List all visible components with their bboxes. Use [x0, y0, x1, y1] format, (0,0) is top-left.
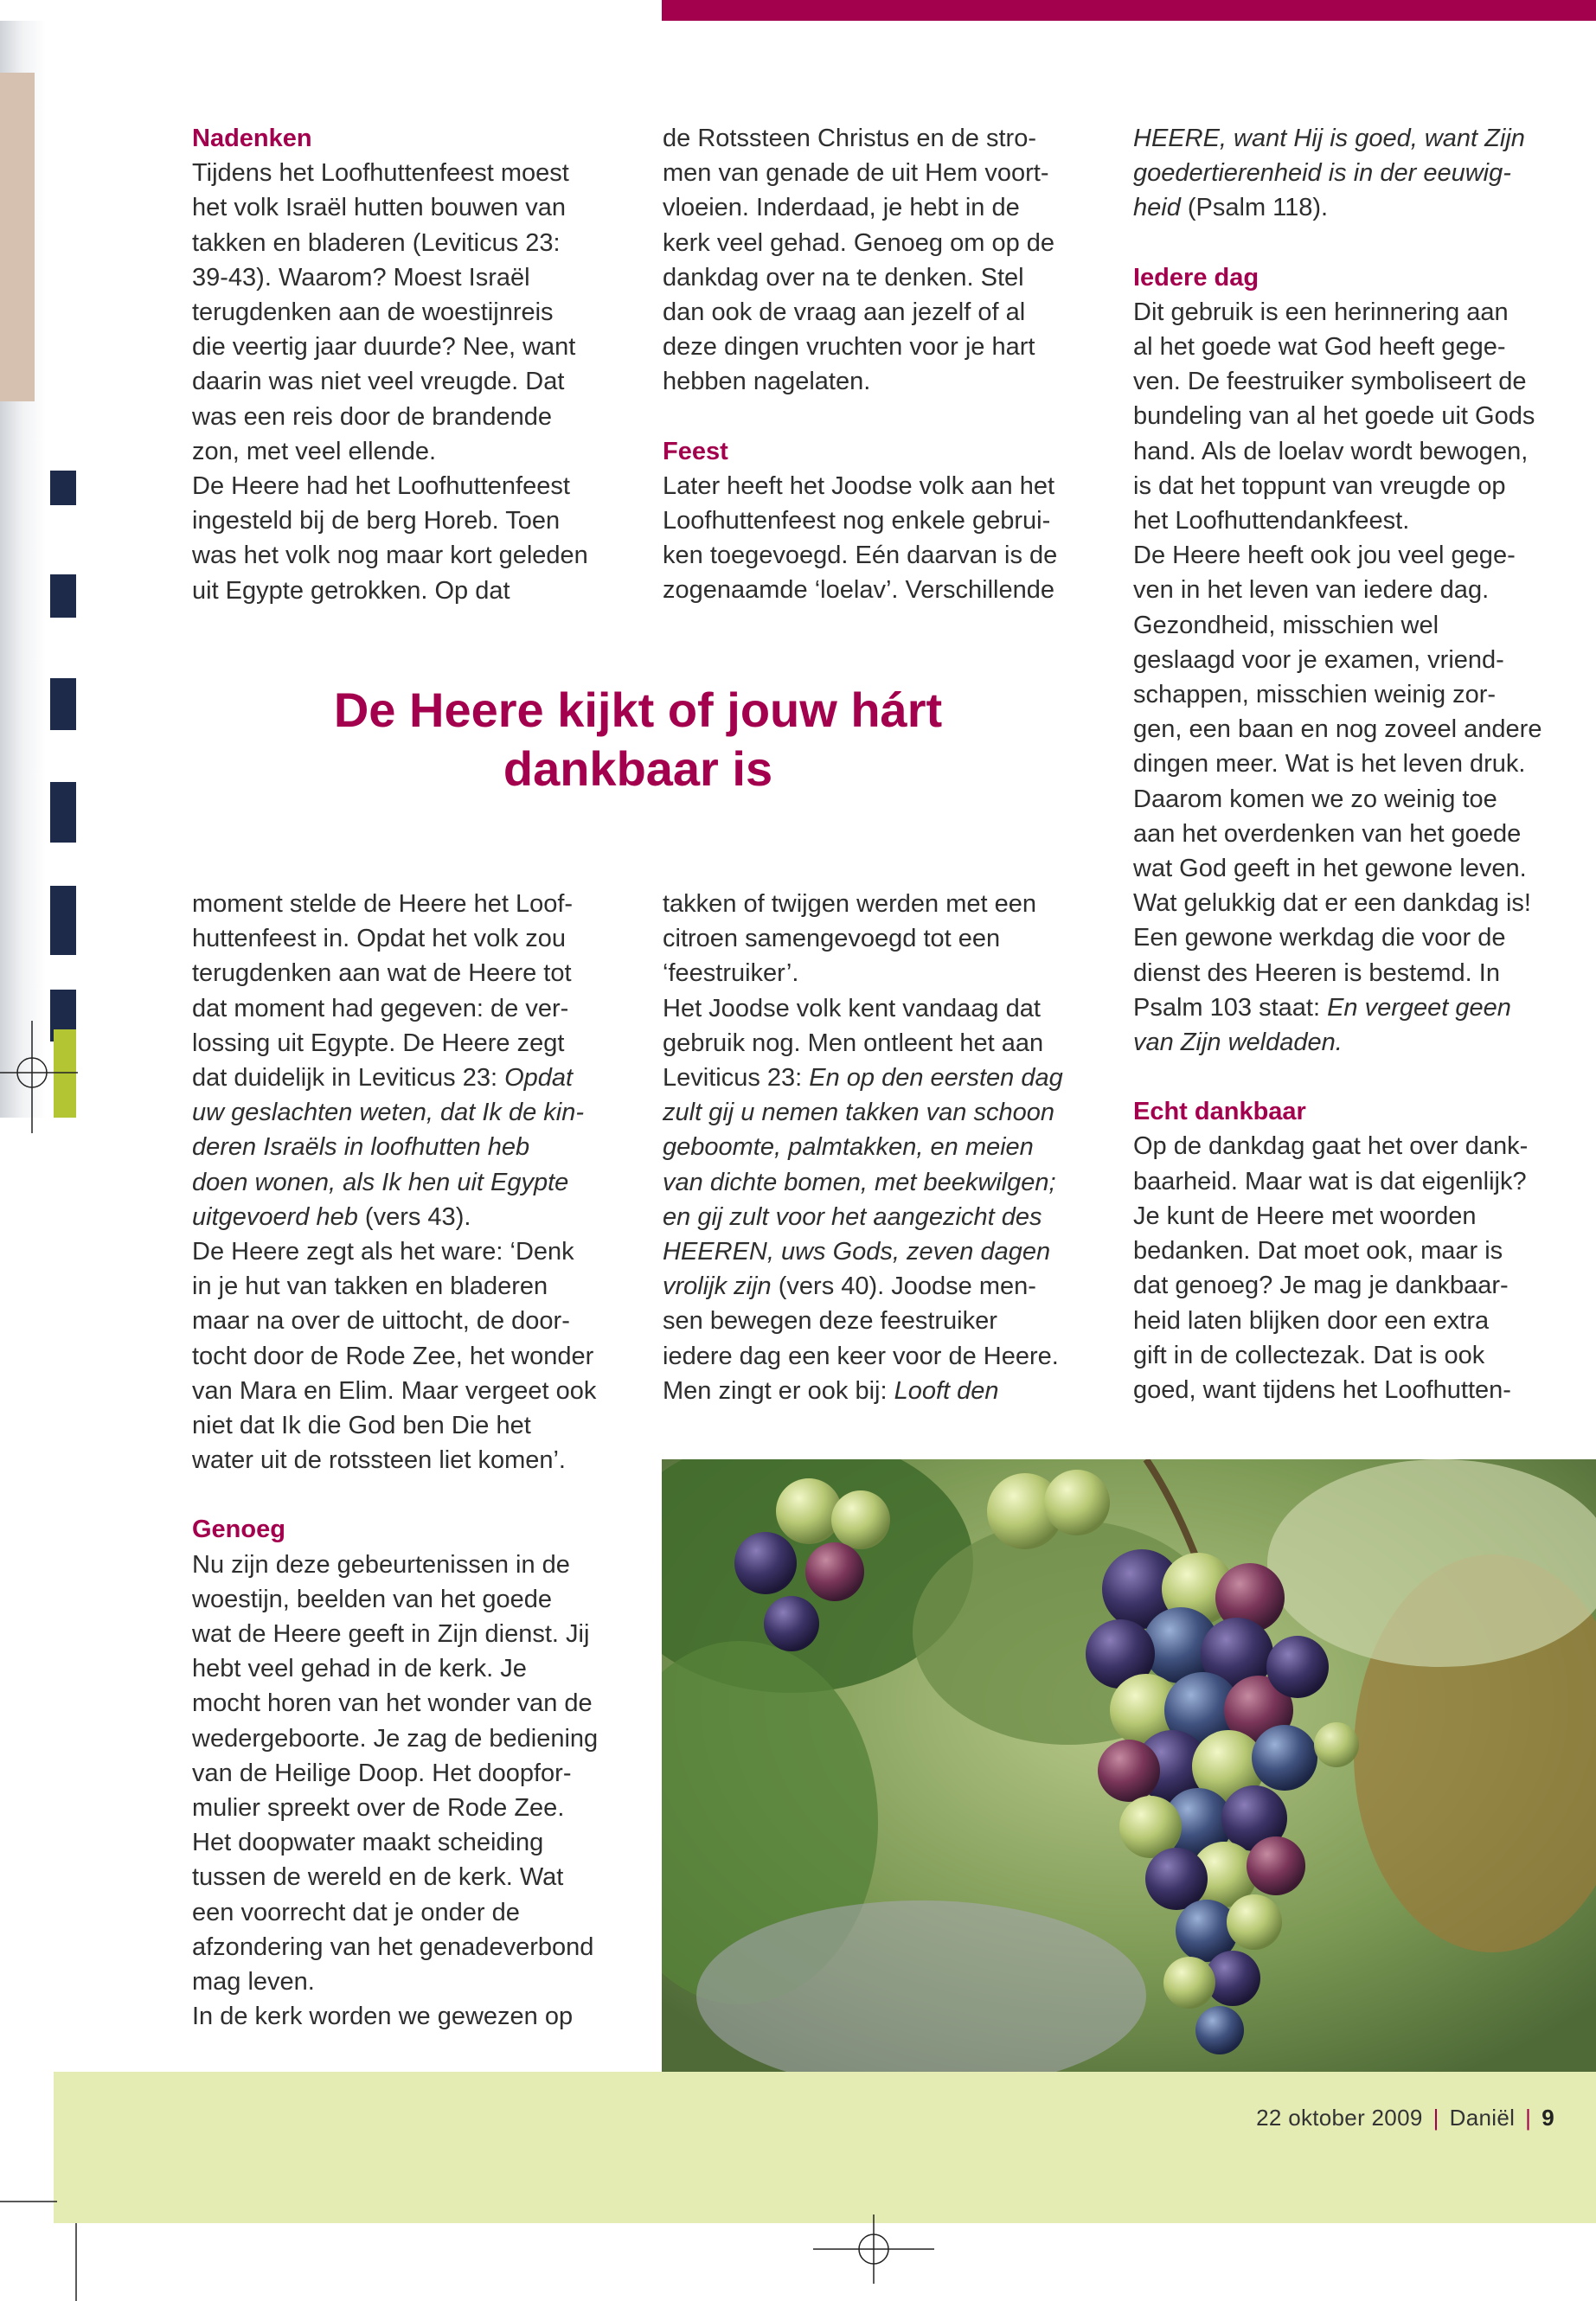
- separator: |: [1525, 2105, 1532, 2131]
- column-2-top: [663, 121, 1095, 608]
- paragraph: In de kerk worden we gewezen op: [192, 2003, 574, 2031]
- column-2-bottom: [663, 887, 1112, 1408]
- grapes-photo: [662, 1459, 1596, 2072]
- paragraph: De Heere had het Loofhuttenfeest ingesteld bij de berg Horeb. Toen was het volk nog maar kort geleden uit Egypte getrokken. Op dat: [192, 472, 588, 605]
- column-1-top: [192, 121, 625, 608]
- column-1-bottom: [192, 887, 642, 2035]
- paragraph: HEERE, want Hij is goed, want Zijn goedertierenheid is in der eeuwig- heid (Psalm 118).: [1133, 125, 1525, 222]
- registration-mark-bottom: [813, 2214, 934, 2301]
- separator: |: [1433, 2105, 1439, 2131]
- column-3: [1133, 121, 1574, 1407]
- top-accent-bar: [662, 0, 1596, 21]
- page-footer: [1256, 2105, 1554, 2131]
- paragraph: Dit gebruik is een herinnering aan al het goede wat God heeft gege- ven. De feestruiker symboliseert de bundeling van al het goede uit Gods hand. Als de loelav wordt bewogen, is dat het toppunt van vreugde op het Loofhuttendankfeest.: [1133, 298, 1535, 535]
- crop-mark-bottom-left: [0, 2197, 87, 2301]
- heading-feest: Feest: [663, 437, 728, 465]
- paragraph: Tijdens het Loofhuttenfeest moest het volk Israël hutten bouwen van takken en bladeren (Leviticus 23: 39-43). Waarom? Moest Israël terugdenken aan de woestijnreis die veertig jaar duurde? Nee, want daarin was niet veel vreugde. Dat was een reis door de brandende zon, met veel ellende.: [192, 159, 576, 465]
- paragraph: de Rotssteen Christus en de stro- men van genade de uit Hem voort- vloeien. Inderdaad, je hebt in de kerk veel gehad. Genoeg om op de dankdag over na te denken. Stel dan ook de vraag aan jezelf of al deze dingen vruchten voor je hart hebben nagelaten.: [663, 125, 1055, 396]
- paragraph: takken of twijgen werden met een citroen samengevoegd tot een ‘feestruiker’.: [663, 890, 1037, 988]
- paragraph: Later heeft het Joodse volk aan het Loofhuttenfeest nog enkele gebrui- ken toegevoegd. Eén daarvan is de zogenaamde ‘loelav’. Verschillende: [663, 471, 1058, 605]
- left-edge-photo: [0, 21, 76, 1118]
- pull-quote: De Heere kijkt of jouw hárt dankbaar is: [333, 683, 943, 796]
- paragraph: moment stelde de Heere het Loof- huttenfeest in. Opdat het volk zou terugdenken aan wat de Heere tot dat moment had gegeven: de ver- lossing uit Egypte. De Heere zegt dat duidelijk in Leviticus 23: Opdat uw geslachten weten, dat Ik de kin- deren Israëls in loofhutten heb doen wonen, als Ik hen uit Egypte uitgevoerd heb (vers 43).: [192, 890, 584, 1231]
- grapes-icon: [662, 1459, 1596, 2072]
- magazine-name: Daniël: [1449, 2105, 1516, 2131]
- paragraph: Nu zijn deze gebeurtenissen in de woestijn, beelden van het goede wat de Heere geeft in Zijn dienst. Jij hebt veel gehad in de kerk. Je mocht horen van het wonder van de wedergeboorte. Je zag de bediening van de Heilige Doop. Het doopfor- mulier spreekt over de Rode Zee. Het doopwater maakt scheiding tussen de wereld en de kerk. Wat een voorrecht dat je onder de afzondering van het genadeverbond mag leven.: [192, 1550, 599, 1997]
- heading-nadenken: Nadenken: [192, 125, 312, 152]
- paragraph: Op de dankdag gaat het over dank- baarheid. Maar wat is dat eigenlijk? Je kunt de Heere met woorden bedanken. Dat moet ook, maar is dat genoeg? Je mag je dankbaar- heid laten blijken door een extra gift in de collectezak. Dat is ook goed, want tijdens het Loofhutten-: [1133, 1132, 1529, 1404]
- registration-mark-left: [0, 1003, 78, 1142]
- issue-date: 22 oktober 2009: [1256, 2105, 1423, 2131]
- footer-band: [54, 2072, 1596, 2223]
- paragraph: De Heere zegt als het ware: ‘Denk in je hut van takken en bladeren maar na over de uittocht, de door- tocht door de Rode Zee, het wonder van Mara en Elim. Maar vergeet ook niet dat Ik die God ben Die het water uit de rotssteen liet komen’.: [192, 1238, 597, 1475]
- heading-iedere-dag: Iedere dag: [1133, 263, 1259, 292]
- heading-genoeg: Genoeg: [192, 1516, 285, 1544]
- paragraph: De Heere heeft ook jou veel gege- ven in het leven van iedere dag. Gezondheid, misschien wel geslaagd voor je examen, vriend- schappen, misschien weinig zor- gen, een baan en nog zoveel andere dingen meer. Wat is het leven druk. Daarom komen we zo weinig toe aan het overdenken van het goede wat God geeft in het gewone leven. Wat gelukkig dat er een dankdag is! Een gewone werkdag die voor de dienst des Heeren is bestemd. In Psalm 103 staat: En vergeet geen van Zijn weldaden.: [1133, 542, 1542, 1057]
- paragraph: Het Joodse volk kent vandaag dat gebruik nog. Men ontleent het aan Leviticus 23: En op den eersten dag zult gij u nemen takken van schoon geboomte, palmtakken, en meien van dichte bomen, met beekwilgen; en gij zult voor het aangezicht des HEEREN, uws Gods, zeven dagen vrolijk zijn (vers 40). Joodse men- sen bewegen deze feestruiker iedere dag een keer voor de Heere. Men zingt er ook bij: Looft den: [663, 994, 1063, 1405]
- page-number: 9: [1542, 2105, 1554, 2131]
- heading-echt-dankbaar: Echt dankbaar: [1133, 1098, 1306, 1126]
